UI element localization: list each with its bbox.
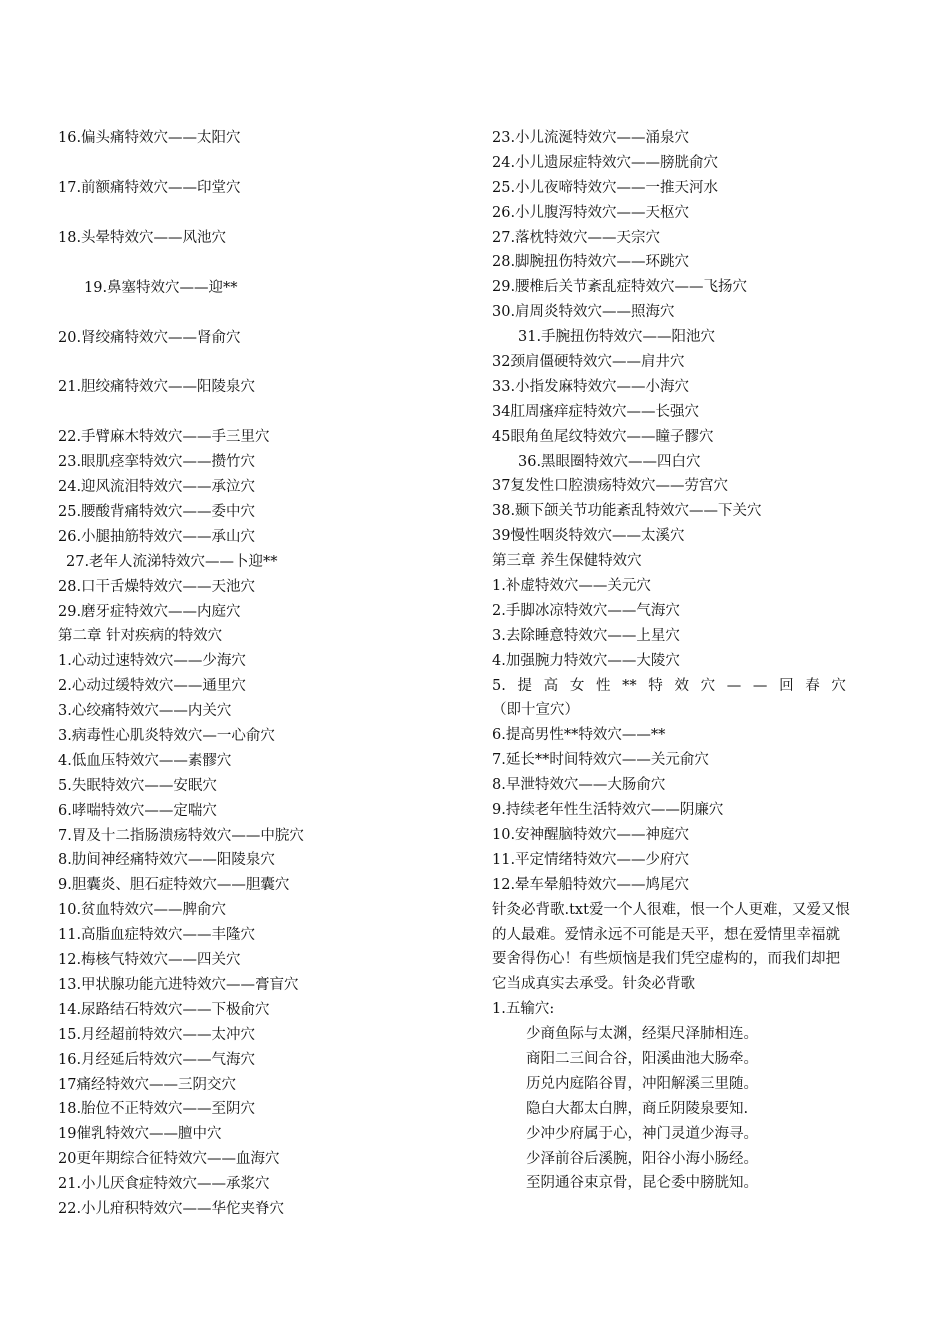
verse-line: 少泽前谷后溪腕，阳谷小海小肠经。 [526,1150,758,1167]
word: 性 [595,677,611,694]
word: ** [622,677,637,694]
chapter-heading: 第二章 针对疾病的特效穴 [58,628,223,645]
list-item: 23.小儿流涎特效穴——涌泉穴 [492,130,690,146]
list-item: 10.贫血特效穴——脾俞穴 [58,902,227,919]
left-column [58,126,458,1222]
list-item: 22.手臂麻木特效穴——手三里穴 [58,429,270,446]
verse-line: 少商鱼际与太渊，经渠尺泽肺相连。 [526,1026,758,1043]
verse-line: 历兑内庭陷谷胃，冲阳解溪三里随。 [526,1075,758,1092]
verse-line: 少冲少府属于心，神门灵道少海寻。 [526,1125,758,1142]
list-item: 12.晕车晕船特效穴——鸠尾穴 [492,876,690,893]
list-item: 26.小腿抽筋特效穴——承山穴 [58,528,256,545]
list-item: 16.月经延后特效穴——气海穴 [58,1051,256,1068]
list-item: 2.手脚冰凉特效穴——气海穴 [492,602,680,619]
list-item: 9.持续老年性生活特效穴——阴廉穴 [492,802,724,819]
list-item: 18.头晕特效穴——风池穴 [58,229,227,246]
list-item: 10.安神醒脑特效穴——神庭穴 [492,826,690,843]
list-item: 19.鼻塞特效穴——迎** [84,279,238,296]
list-item: 7.胃及十二指肠溃疡特效穴——中脘穴 [58,827,304,844]
list-item: 17.前额痛特效穴——印堂穴 [58,179,241,196]
spacer [58,301,458,326]
word: 特 [648,677,663,694]
list-item: 27.落枕特效穴——天宗穴 [492,229,661,246]
list-item: 36.黑眼圈特效穴——四白穴 [518,453,701,470]
list-item: 13.甲状腺功能亢进特效穴——膏盲穴 [58,976,299,993]
spacer [58,400,458,425]
spacer [58,350,458,375]
list-item: 31.手腕扭伤特效穴——阳池穴 [518,329,716,346]
list-item: 34肛周瘙痒症特效穴——长强穴 [492,403,699,420]
list-item: 16.偏头痛特效穴——太阳穴 [58,130,241,146]
list-item: 26.小儿腹泻特效穴——天枢穴 [492,204,690,221]
chapter-heading: 第三章 养生保健特效穴 [492,553,642,570]
list-item: 38.颞下颌关节功能紊乱特效穴——下关穴 [492,503,762,520]
list-item: 21.胆绞痛特效穴——阳陵泉穴 [58,379,256,396]
list-item: 1.心动过速特效穴——少海穴 [58,653,246,670]
list-item: 27.老年人流涕特效穴——卜迎** [66,553,278,570]
verse-line: 至阴通谷束京骨，昆仑委中膀胱知。 [526,1175,758,1192]
list-item: 30.肩周炎特效穴——照海穴 [492,304,675,321]
word: 提 [517,677,532,694]
list-item: 21.小儿厌食症特效穴——承浆穴 [58,1176,270,1193]
word: — [726,677,742,694]
list-item: 11.高脂血症特效穴——丰隆穴 [58,927,256,944]
list-item: 11.平定情绪特效穴——少府穴 [492,851,690,868]
list-item: 1.补虚特效穴——关元穴 [492,578,651,595]
verse-line: 隐白大都太白脾，商丘阴陵泉要知. [526,1100,749,1117]
list-item: 39慢性咽炎特效穴——太溪穴 [492,528,685,545]
list-item: 8.早泄特效穴——大肠俞穴 [492,777,666,794]
list-item: 5.失眠特效穴——安眠穴 [58,777,217,794]
spacer [58,151,458,176]
list-item: 28.口干舌燥特效穴——天池穴 [58,578,256,595]
word: 穴 [700,677,716,694]
list-item: 3.病毒性心肌炎特效穴—一心俞穴 [58,728,275,745]
list-item: 6.提高男性**特效穴——** [492,727,666,744]
word: — [752,677,768,694]
spacer [58,201,458,226]
list-item: 32颈肩僵硬特效穴——肩井穴 [492,354,685,371]
list-item: 3.去除睡意特效穴——上星穴 [492,627,680,644]
list-item: 28.脚腕扭伤特效穴——环跳穴 [492,254,690,271]
word: 穴 [831,677,846,694]
word: 女 [569,677,585,694]
right-column [492,126,862,1196]
body-paragraph: 针灸必背歌.txt爱一个人很难，恨一个人更难，又爱又恨的人最难。爱情永远不可能是天平，想在爱情里幸福就要舍得伤心！有些烦恼是我们凭空虚构的，而我们却把它当成真实去承受。针灸必背歌 [492,901,850,993]
word: 高 [543,677,559,694]
list-item: 29.腰椎后关节紊乱症特效穴——飞扬穴 [492,279,748,296]
list-item: 4.加强腕力特效穴——大陵穴 [492,652,680,669]
list-item: 19催乳特效穴——膻中穴 [58,1126,222,1143]
list-item: 17痛经特效穴——三阴交穴 [58,1076,236,1093]
list-item: 33.小指发麻特效穴——小海穴 [492,378,690,395]
spacer [58,251,458,276]
list-item: 3.心绞痛特效穴——内关穴 [58,703,232,720]
list-item-justified [492,674,846,699]
list-item: 8.肋间神经痛特效穴——阳陵泉穴 [58,852,275,869]
list-item: 9.胆囊炎、胆石症特效穴——胆囊穴 [58,877,290,894]
list-item: 29.磨牙症特效穴——内庭穴 [58,603,241,620]
list-item: 20更年期综合征特效穴——血海穴 [58,1151,280,1168]
list-item: 37复发性口腔溃疡特效穴——劳宫穴 [492,478,728,495]
word: 效 [674,677,689,694]
list-item: 25.小儿夜啼特效穴——一推天河水 [492,179,719,196]
list-item: 24.小儿遗尿症特效穴——膀胱俞穴 [492,154,719,171]
word: 5. [492,677,506,694]
list-item: 45眼角鱼尾纹特效穴——瞳子髎穴 [492,428,714,445]
list-item: 2.心动过缓特效穴——通里穴 [58,678,246,695]
list-item: 22.小儿疳积特效穴——华佗夹脊穴 [58,1200,285,1217]
list-item: 23.眼肌痉挛特效穴——攒竹穴 [58,454,256,471]
list-item: 15.月经超前特效穴——太冲穴 [58,1026,256,1043]
word: 回 [779,677,794,694]
list-item: 18.胎位不正特效穴——至阴穴 [58,1101,256,1118]
verse-line: 商阳二三间合谷，阳溪曲池大肠牵。 [526,1051,758,1068]
list-item: 4.低血压特效穴——素髎穴 [58,752,232,769]
list-item: 6.哮喘特效穴——定喘穴 [58,802,217,819]
list-item: 20.肾绞痛特效穴——肾俞穴 [58,329,241,346]
list-item: 25.腰酸背痛特效穴——委中穴 [58,504,256,521]
list-item: 12.梅核气特效穴——四关穴 [58,952,241,969]
list-item: 14.尿路结石特效穴——下极俞穴 [58,1001,270,1018]
word: 春 [805,677,820,694]
list-item: 24.迎风流泪特效穴——承泣穴 [58,479,256,496]
list-item: 7.延长**时间特效穴——关元俞穴 [492,752,709,769]
section-heading: 1.五输穴: [492,1001,555,1018]
list-item-continuation: （即十宣穴） [492,702,579,719]
